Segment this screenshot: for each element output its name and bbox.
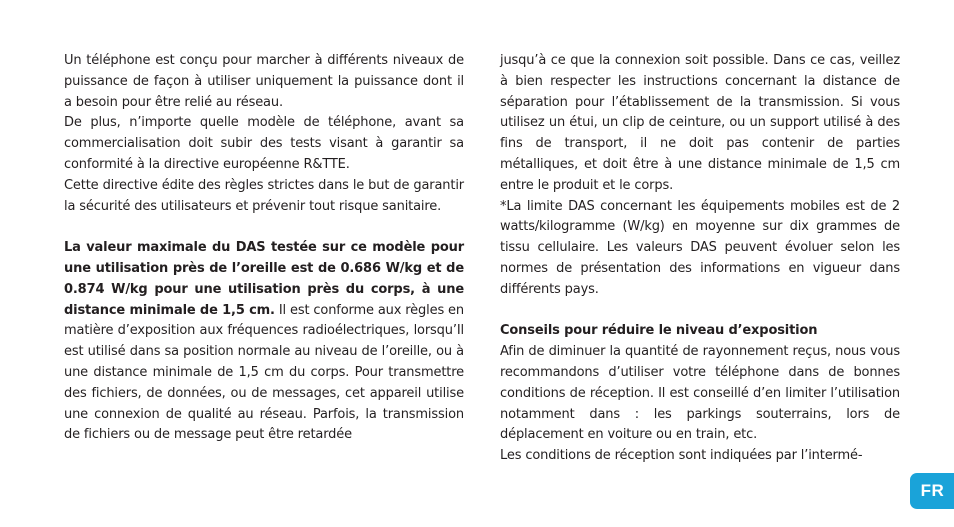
paragraph-das-limit: *La limite DAS concernant les équipements mobiles est de 2 watts/kilogramme (W/kg) en moyenne sur dix grammes de tissu cellulaire. Les valeurs DAS peuvent évoluer selon les normes de présentation des informations en vigueur dans différents pays.	[500, 198, 900, 297]
section-heading: Conseils pour réduire le niveau d’exposition	[500, 323, 818, 339]
paragraph-advice: Afin de diminuer la quantité de rayonnement reçus, nous vous recommandons d’utiliser votre téléphone dans de bonnes conditions de réception. Il est conseillé d’en limiter l’utilisation notamment dans : les parkings souterrains, lors de déplacement en voiture ou en train, etc.	[500, 344, 900, 443]
paragraph-directive: Cette directive édite des règles strictes dans le but de garantir la sécurité des utilisateurs et prévenir tout risque sanitaire.	[64, 177, 464, 214]
paragraph-spacer	[500, 301, 900, 322]
right-column	[500, 51, 900, 467]
paragraph-reception: Les conditions de réception sont indiquées par l’intermé-	[500, 448, 863, 464]
paragraph-power-levels: Un téléphone est conçu pour marcher à différents niveaux de puissance de façon à utiliser uniquement la puissance dont il a besoin pour être relié au réseau.	[64, 53, 464, 110]
left-column	[64, 51, 464, 446]
paragraph-das-values	[64, 238, 464, 446]
paragraph-spacer	[64, 217, 464, 238]
das-values-bold: La valeur maximale du DAS testée sur ce modèle pour une utilisation près de l’oreille est de 0.686 W/kg et de 0.874 W/kg pour une utilisation près du corps, à une distance minimale de 1,5 cm.	[64, 240, 464, 318]
paragraph-commercialisation: De plus, n’importe quelle modèle de téléphone, avant sa commercialisation doit subir des tests visant à garantir sa conformité à la directive européenne R&TTE.	[64, 115, 464, 172]
paragraph-connection: jusqu’à ce que la connexion soit possible. Dans ce cas, veillez à bien respecter les instructions concernant la distance de séparation pour l’établissement de la transmission. Si vous utilisez un étui, un clip de ceinture, ou un support utilisé à des fins de transport, il ne doit pas contenir de parties métalliques, et doit être à une distance minimale de 1,5 cm entre le produit et le corps.	[500, 53, 900, 193]
language-badge: FR	[910, 473, 954, 509]
das-values-text: Il est conforme aux règles en matière d’exposition aux fréquences radioélectriques, lorsqu’Il est utilisé dans sa position normale au niveau de l’oreille, ou à une distance minimale de 1,5 cm du corps. Pour transmettre des fichiers, de données, ou de messages, cet appareil utilise une connexion de qualité au réseau. Parfois, la transmission de fichiers ou de message peut être retardée	[64, 302, 464, 443]
